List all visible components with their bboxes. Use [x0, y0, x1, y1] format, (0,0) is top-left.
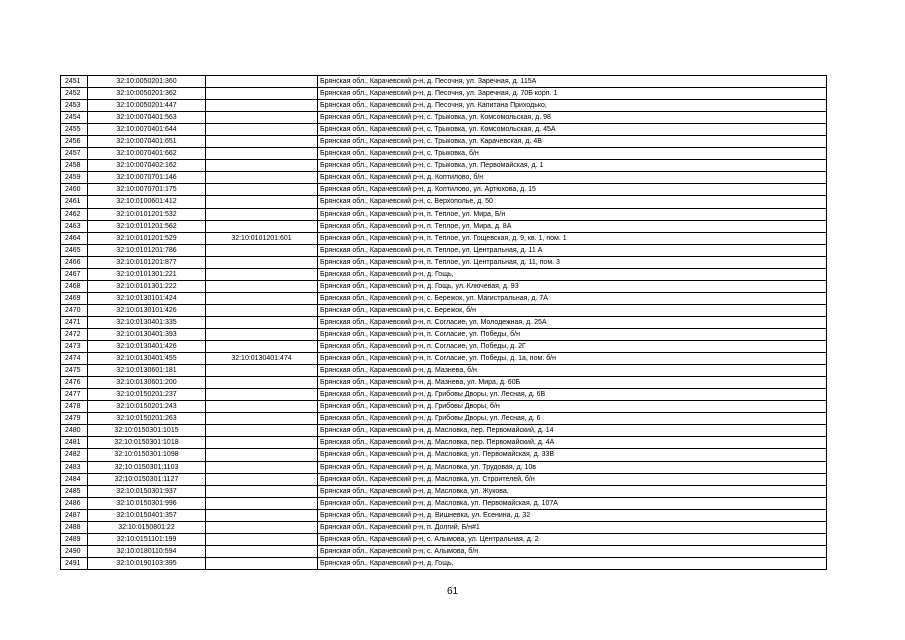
- table-row: [61, 341, 827, 353]
- cadastral-number-cell: 32:10:0070401:563: [88, 112, 206, 124]
- address-cell: Брянская обл., Карачевский р-н, д. Масловка, ул. Первомайская, д. 107А: [318, 497, 827, 509]
- table-row: [61, 328, 827, 340]
- address-cell: Брянская обл., Карачевский р-н, п. Теплое, ул. Гощевская, д. 9, кв. 1, пом. 1: [318, 232, 827, 244]
- related-cadastral-number-cell: [206, 304, 318, 316]
- address-cell: Брянская обл., Карачевский р-н, с. Бережок, б/н: [318, 304, 827, 316]
- table-row: [61, 533, 827, 545]
- row-number-cell: 2457: [61, 148, 88, 160]
- table-row: [61, 88, 827, 100]
- address-cell: Брянская обл., Карачевский р-н, д. Грибовы Дворы, ул. Лесная, д. 6: [318, 413, 827, 425]
- related-cadastral-number-cell: [206, 341, 318, 353]
- row-number-cell: 2480: [61, 425, 88, 437]
- row-number-cell: 2458: [61, 160, 88, 172]
- cadastral-number-cell: 32:10:0050201:362: [88, 88, 206, 100]
- row-number-cell: 2489: [61, 533, 88, 545]
- row-number-cell: 2453: [61, 100, 88, 112]
- cadastral-number-cell: 32:10:0101301:222: [88, 280, 206, 292]
- address-cell: Брянская обл., Карачевский р-н, с. Трыковка, ул. Комсомольская, д. 98: [318, 112, 827, 124]
- row-number-cell: 2482: [61, 449, 88, 461]
- cadastral-number-cell: 32:10:0130401:393: [88, 328, 206, 340]
- table-row: [61, 196, 827, 208]
- address-cell: Брянская обл., Карачевский р-н, п. Теплое, ул. Мира, Б/н: [318, 208, 827, 220]
- row-number-cell: 2481: [61, 437, 88, 449]
- cadastral-number-cell: 32:10:0050201:360: [88, 76, 206, 88]
- related-cadastral-number-cell: [206, 112, 318, 124]
- address-cell: Брянская обл., Карачевский р-н, п. Согласие, ул. Победы, б/н: [318, 328, 827, 340]
- row-number-cell: 2469: [61, 292, 88, 304]
- table-row: [61, 112, 827, 124]
- address-cell: Брянская обл., Карачевский р-н, д. Мазнева, б/н: [318, 365, 827, 377]
- row-number-cell: 2474: [61, 353, 88, 365]
- table-row: [61, 461, 827, 473]
- cadastral-number-cell: 32:10:0101201:532: [88, 208, 206, 220]
- table-row: [61, 184, 827, 196]
- related-cadastral-number-cell: [206, 256, 318, 268]
- cadastral-number-cell: 32:10:0101201:529: [88, 232, 206, 244]
- table-row: [61, 292, 827, 304]
- row-number-cell: 2487: [61, 509, 88, 521]
- cadastral-number-cell: 32:10:0130101:426: [88, 304, 206, 316]
- row-number-cell: 2463: [61, 220, 88, 232]
- row-number-cell: 2473: [61, 341, 88, 353]
- related-cadastral-number-cell: 32:10:0101201:601: [206, 232, 318, 244]
- cadastral-number-cell: 32:10:0130601:181: [88, 365, 206, 377]
- row-number-cell: 2466: [61, 256, 88, 268]
- registry-table-container: [60, 75, 826, 570]
- row-number-cell: 2490: [61, 545, 88, 557]
- address-cell: Брянская обл., Карачевский р-н, д. Масловка, пер. Первомайский, д. 4А: [318, 437, 827, 449]
- cadastral-number-cell: 32:10:0151101:199: [88, 533, 206, 545]
- cadastral-number-cell: 32:10:0070401:651: [88, 136, 206, 148]
- row-number-cell: 2464: [61, 232, 88, 244]
- cadastral-number-cell: 32:10:0180110:594: [88, 545, 206, 557]
- row-number-cell: 2483: [61, 461, 88, 473]
- address-cell: Брянская обл., Карачевский р-н, д. Гощь,: [318, 557, 827, 569]
- table-row: [61, 401, 827, 413]
- related-cadastral-number-cell: [206, 473, 318, 485]
- table-row: [61, 160, 827, 172]
- cadastral-number-cell: 32:10:0150301:1127: [88, 473, 206, 485]
- table-row: [61, 521, 827, 533]
- related-cadastral-number-cell: [206, 184, 318, 196]
- table-row: [61, 545, 827, 557]
- table-row: [61, 316, 827, 328]
- table-row: [61, 377, 827, 389]
- cadastral-number-cell: 32:10:0150301:1015: [88, 425, 206, 437]
- related-cadastral-number-cell: [206, 124, 318, 136]
- row-number-cell: 2478: [61, 401, 88, 413]
- address-cell: Брянская обл., Карачевский р-н, п. Согласие, ул. Победы, д. 1а, пом. б/н: [318, 353, 827, 365]
- address-cell: Брянская обл., Карачевский р-н, д. Масловка, ул. Жукова,: [318, 485, 827, 497]
- related-cadastral-number-cell: 32:10:0130401:474: [206, 353, 318, 365]
- address-cell: Брянская обл., Карачевский р-н, д. Мазнева, ул. Мира, д. 60Б: [318, 377, 827, 389]
- address-cell: Брянская обл., Карачевский р-н, с. Трыковка, ул. Комсомольская, д. 45А: [318, 124, 827, 136]
- address-cell: Брянская обл., Карачевский р-н, п. Теплое, ул. Центральная, д. 11, пом. 3: [318, 256, 827, 268]
- cadastral-number-cell: 32:10:0100601:412: [88, 196, 206, 208]
- table-row: [61, 497, 827, 509]
- cadastral-number-cell: 32:10:0150401:357: [88, 509, 206, 521]
- cadastral-number-cell: 32:10:0070401:662: [88, 148, 206, 160]
- address-cell: Брянская обл., Карачевский р-н, п. Теплое, ул. Мира, д. 8А: [318, 220, 827, 232]
- related-cadastral-number-cell: [206, 497, 318, 509]
- address-cell: Брянская обл., Карачевский р-н, п. Согласие, ул. Молодежная, д. 25А: [318, 316, 827, 328]
- related-cadastral-number-cell: [206, 485, 318, 497]
- related-cadastral-number-cell: [206, 316, 318, 328]
- address-cell: Брянская обл., Карачевский р-н, д. Масловка, ул. Строителей, б/н: [318, 473, 827, 485]
- related-cadastral-number-cell: [206, 196, 318, 208]
- cadastral-number-cell: 32:10:0070402:162: [88, 160, 206, 172]
- table-row: [61, 268, 827, 280]
- related-cadastral-number-cell: [206, 557, 318, 569]
- related-cadastral-number-cell: [206, 136, 318, 148]
- address-cell: Брянская обл., Карачевский р-н, с. Трыковка, ул. Первомайская, д. 1: [318, 160, 827, 172]
- cadastral-number-cell: 32:10:0190103:395: [88, 557, 206, 569]
- cadastral-number-cell: 32:10:0130401:335: [88, 316, 206, 328]
- table-row: [61, 100, 827, 112]
- row-number-cell: 2486: [61, 497, 88, 509]
- address-cell: Брянская обл., Карачевский р-н, д. Песочня, ул. Заречная, д. 70Б корп. 1: [318, 88, 827, 100]
- related-cadastral-number-cell: [206, 280, 318, 292]
- row-number-cell: 2455: [61, 124, 88, 136]
- address-cell: Брянская обл., Карачевский р-н, с. Алымова, б/н: [318, 545, 827, 557]
- row-number-cell: 2462: [61, 208, 88, 220]
- cadastral-number-cell: 32:10:0130401:426: [88, 341, 206, 353]
- table-row: [61, 244, 827, 256]
- related-cadastral-number-cell: [206, 413, 318, 425]
- address-cell: Брянская обл., Карачевский р-н, с. Трыковка, ул. Карачевская, д. 4В: [318, 136, 827, 148]
- address-cell: Брянская обл., Карачевский р-н, п. Теплое, ул. Центральная, д. 11 А: [318, 244, 827, 256]
- table-row: [61, 256, 827, 268]
- address-cell: Брянская обл., Карачевский р-н, д. Масловка, ул. Первомайская, д. 33В: [318, 449, 827, 461]
- address-cell: Брянская обл., Карачевский р-н, с. Алымова, ул. Центральная, д. 2: [318, 533, 827, 545]
- related-cadastral-number-cell: [206, 148, 318, 160]
- row-number-cell: 2472: [61, 328, 88, 340]
- address-cell: Брянская обл., Карачевский р-н, д. Грибовы Дворы, б/н: [318, 401, 827, 413]
- address-cell: Брянская обл., Карачевский р-н, д. Масловка, ул. Трудовая, д. 10в: [318, 461, 827, 473]
- address-cell: Брянская обл., Карачевский р-н, д. Грибовы Дворы, ул. Лесная, д. 6В: [318, 389, 827, 401]
- table-row: [61, 220, 827, 232]
- cadastral-number-cell: 32:10:0150301:1098: [88, 449, 206, 461]
- table-row: [61, 473, 827, 485]
- row-number-cell: 2459: [61, 172, 88, 184]
- row-number-cell: 2475: [61, 365, 88, 377]
- row-number-cell: 2491: [61, 557, 88, 569]
- row-number-cell: 2451: [61, 76, 88, 88]
- related-cadastral-number-cell: [206, 449, 318, 461]
- cadastral-number-cell: 32:10:0130601:200: [88, 377, 206, 389]
- address-cell: Брянская обл., Карачевский р-н, д. Коптилово, б/н: [318, 172, 827, 184]
- cadastral-number-cell: 32:10:0101201:877: [88, 256, 206, 268]
- address-cell: Брянская обл., Карачевский р-н, с. Трыковка, б/н: [318, 148, 827, 160]
- related-cadastral-number-cell: [206, 365, 318, 377]
- row-number-cell: 2468: [61, 280, 88, 292]
- row-number-cell: 2471: [61, 316, 88, 328]
- cadastral-number-cell: 32:10:0101201:562: [88, 220, 206, 232]
- table-row: [61, 124, 827, 136]
- related-cadastral-number-cell: [206, 377, 318, 389]
- cadastral-number-cell: 32:10:0150301:1018: [88, 437, 206, 449]
- row-number-cell: 2452: [61, 88, 88, 100]
- cadastral-number-cell: 32:10:0150801:22: [88, 521, 206, 533]
- cadastral-number-cell: 32:10:0070401:644: [88, 124, 206, 136]
- row-number-cell: 2470: [61, 304, 88, 316]
- row-number-cell: 2456: [61, 136, 88, 148]
- related-cadastral-number-cell: [206, 76, 318, 88]
- cadastral-number-cell: 32:10:0070701:175: [88, 184, 206, 196]
- address-cell: Брянская обл., Карачевский р-н, д. Песочня, ул. Заречная, д. 115А: [318, 76, 827, 88]
- cadastral-number-cell: 32:10:0150201:263: [88, 413, 206, 425]
- row-number-cell: 2488: [61, 521, 88, 533]
- row-number-cell: 2485: [61, 485, 88, 497]
- cadastral-number-cell: 32:10:0130101:424: [88, 292, 206, 304]
- row-number-cell: 2476: [61, 377, 88, 389]
- address-cell: Брянская обл., Карачевский р-н, д. Гощь,: [318, 268, 827, 280]
- cadastral-number-cell: 32:10:0150301:1103: [88, 461, 206, 473]
- address-cell: Брянская обл., Карачевский р-н, п. Согласие, ул. Победы, д. 2Г: [318, 341, 827, 353]
- row-number-cell: 2461: [61, 196, 88, 208]
- related-cadastral-number-cell: [206, 509, 318, 521]
- address-cell: Брянская обл., Карачевский р-н, д. Песочня, ул. Капитана Приходько,: [318, 100, 827, 112]
- row-number-cell: 2454: [61, 112, 88, 124]
- related-cadastral-number-cell: [206, 328, 318, 340]
- page-number: 61: [446, 586, 459, 597]
- row-number-cell: 2467: [61, 268, 88, 280]
- table-row: [61, 449, 827, 461]
- related-cadastral-number-cell: [206, 100, 318, 112]
- cadastral-number-cell: 32:10:0150301:996: [88, 497, 206, 509]
- address-cell: Брянская обл., Карачевский р-н, д. Вишневка, ул. Есенина, д. 32: [318, 509, 827, 521]
- table-row: [61, 136, 827, 148]
- related-cadastral-number-cell: [206, 425, 318, 437]
- registry-table-body: [61, 76, 827, 570]
- row-number-cell: 2479: [61, 413, 88, 425]
- table-row: [61, 425, 827, 437]
- table-row: [61, 485, 827, 497]
- table-row: [61, 389, 827, 401]
- related-cadastral-number-cell: [206, 437, 318, 449]
- related-cadastral-number-cell: [206, 268, 318, 280]
- table-row: [61, 509, 827, 521]
- related-cadastral-number-cell: [206, 88, 318, 100]
- related-cadastral-number-cell: [206, 401, 318, 413]
- related-cadastral-number-cell: [206, 389, 318, 401]
- related-cadastral-number-cell: [206, 208, 318, 220]
- table-row: [61, 208, 827, 220]
- table-row: [61, 557, 827, 569]
- row-number-cell: 2465: [61, 244, 88, 256]
- table-row: [61, 437, 827, 449]
- address-cell: Брянская обл., Карачевский р-н, д. Коптилово, ул. Артюхова, д. 15: [318, 184, 827, 196]
- row-number-cell: 2460: [61, 184, 88, 196]
- related-cadastral-number-cell: [206, 461, 318, 473]
- cadastral-number-cell: 32:10:0150301:937: [88, 485, 206, 497]
- related-cadastral-number-cell: [206, 244, 318, 256]
- address-cell: Брянская обл., Карачевский р-н, д. Гощь, ул. Ключевая, д. 93: [318, 280, 827, 292]
- cadastral-number-cell: 32:10:0101201:786: [88, 244, 206, 256]
- row-number-cell: 2477: [61, 389, 88, 401]
- table-row: [61, 413, 827, 425]
- cadastral-number-cell: 32:10:0130401:455: [88, 353, 206, 365]
- related-cadastral-number-cell: [206, 220, 318, 232]
- related-cadastral-number-cell: [206, 160, 318, 172]
- registry-table: [60, 75, 827, 570]
- table-row: [61, 280, 827, 292]
- related-cadastral-number-cell: [206, 172, 318, 184]
- cadastral-number-cell: 32:10:0101301:221: [88, 268, 206, 280]
- related-cadastral-number-cell: [206, 533, 318, 545]
- table-row: [61, 76, 827, 88]
- table-row: [61, 172, 827, 184]
- cadastral-number-cell: 32:10:0150201:243: [88, 401, 206, 413]
- row-number-cell: 2484: [61, 473, 88, 485]
- cadastral-number-cell: 32:10:0050201:447: [88, 100, 206, 112]
- table-row: [61, 353, 827, 365]
- table-row: [61, 232, 827, 244]
- address-cell: Брянская обл., Карачевский р-н, с. Верхополье, д. 50: [318, 196, 827, 208]
- table-row: [61, 365, 827, 377]
- related-cadastral-number-cell: [206, 545, 318, 557]
- table-row: [61, 148, 827, 160]
- address-cell: Брянская обл., Карачевский р-н, д. Масловка, пер. Первомайский, д. 14: [318, 425, 827, 437]
- cadastral-number-cell: 32:10:0070701:146: [88, 172, 206, 184]
- address-cell: Брянская обл., Карачевский р-н, с. Бережок, ул. Магистральная, д. 7А: [318, 292, 827, 304]
- cadastral-number-cell: 32:10:0150201:237: [88, 389, 206, 401]
- address-cell: Брянская обл., Карачевский р-н, п. Долгий, Б/н#1: [318, 521, 827, 533]
- related-cadastral-number-cell: [206, 292, 318, 304]
- related-cadastral-number-cell: [206, 521, 318, 533]
- table-row: [61, 304, 827, 316]
